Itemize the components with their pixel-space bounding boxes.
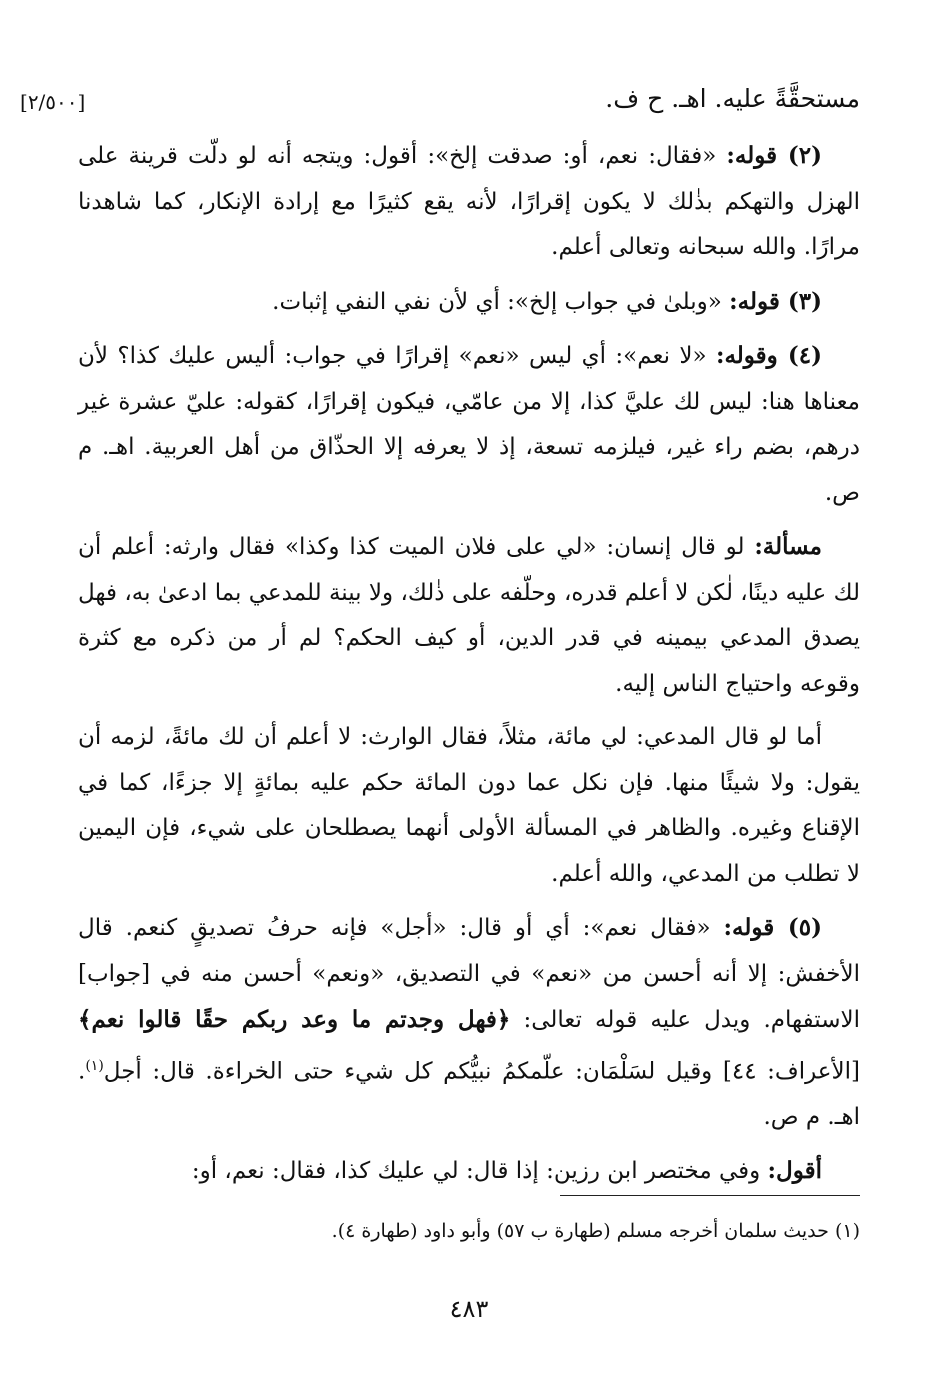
- note-lead: (٢) قوله:: [726, 142, 822, 169]
- issue-lead: مسألة:: [754, 533, 822, 560]
- paragraph-claim: [78, 715, 860, 897]
- footnote-divider: [560, 1195, 860, 1196]
- paragraph-issue: [78, 524, 860, 707]
- volume-page-reference: [٢/٥٠٠]: [20, 90, 86, 114]
- note-lead: (٣) قوله:: [729, 287, 822, 315]
- footnote: (١) حديث سلمان أخرجه مسلم (طهارة ب ٥٧) وأبو داود (طهارة ٤).: [331, 1220, 860, 1242]
- note-lead: (٤) وقوله:: [715, 342, 822, 369]
- paragraph-text: «لا نعم»: أي ليس «نعم» إقرارًا في جواب: أليس عليك كذا؟ لأن معناها هنا: ليس لك عليَّ كذا، إلا من عامّي، فيكون إقرارًا، كقوله: عليّ عشرة غير درهم، بضم راء غير، فيلزمه تسعة، إذ لا يعرفه إلا الحذّاق من أهل العربية. اهـ. م ص.: [78, 343, 860, 506]
- paragraph-opinion: [78, 1148, 860, 1195]
- quran-quote: ﴿فهل وجدتم ما وعد ربكم حقًا قالوا نعم﴾: [78, 1006, 511, 1033]
- paragraph-text: أما لو قال المدعي: لي مائة، مثلاً، فقال الوارث: لا أعلم أن لك مائةً، لزمه أن يقول: ولا شيئًا منها. فإن نكل عما دون المائة حكم عليه بمائةٍ إلا جزءًا، كما في الإقناع وغيره. والظاهر في المسألة الأولى أنهما يصطلحان على شيء، فإن اليمين لا تطلب من المدعي، والله أعلم.: [78, 724, 860, 887]
- continued-text: مستحقَّةً عليه. اهـ. ح ف.: [605, 84, 860, 113]
- main-text: [78, 133, 860, 1195]
- paragraph-note-4: [78, 333, 860, 516]
- paragraph-text: لو قال إنسان: «لي على فلان الميت كذا وكذا» فقال وارثه: أعلم أن لك عليه دينًا، لٰكن لا أعلم قدره، وحلّفه على ذٰلك، ولا بينة للمدعي بما ادعىٰ به، فهل يصدق المدعي بيمينه في قدر الدين، أو كيف الحكم؟ لم أر من ذكره مع كثرة وقوعه واحتياج الناس إليه.: [78, 534, 860, 697]
- opinion-lead: أقول:: [767, 1157, 822, 1185]
- page-number: ٤٨٣: [449, 1295, 489, 1323]
- paragraph-text: وفي مختصر ابن رزين: إذا قال: لي عليك كذا، فقال: نعم، أو:: [191, 1158, 768, 1185]
- paragraph-note-5: [78, 905, 860, 1140]
- paragraph-note-3: [78, 279, 860, 326]
- paragraph-text: «فقال نعم»: أي أو قال: «أجل» فإنه حرفُ تصديقٍ كنعم. قال الأخفش: إلا أنه أحسن من «نعم» في التصديق، «ونعم» أحسن منه في [جواب] الاستفهام. ويدل عليه قوله تعالى:: [78, 915, 860, 1033]
- paragraph-text: . اهـ. م ص.: [78, 1058, 860, 1130]
- paragraph-text: «فقال: نعم، أو: صدقت إلخ»: أقول: ويتجه أنه لو دلّت قرينة على الهزل والتهكم بذٰلك لا يكون إقرارًا، لأنه يقع كثيرًا مع إرادة الإنكار، كما شاهدنا مرارًا. والله سبحانه وتعالى أعلم.: [78, 143, 860, 260]
- paragraph-text: «وبلىٰ في جواب إلخ»: أي لأن نفي النفي إثبات.: [272, 288, 730, 315]
- footnote-reference[interactable]: (١): [85, 1057, 104, 1074]
- note-lead: (٥) قوله:: [723, 914, 822, 941]
- paragraph-text: [الأعراف: ٤٤] وقيل لسَلْمَان: علّمكمُ نبيُّكم كل شيء حتى الخراءة. قال: أجل: [103, 1058, 861, 1085]
- paragraph-note-2: [78, 133, 860, 271]
